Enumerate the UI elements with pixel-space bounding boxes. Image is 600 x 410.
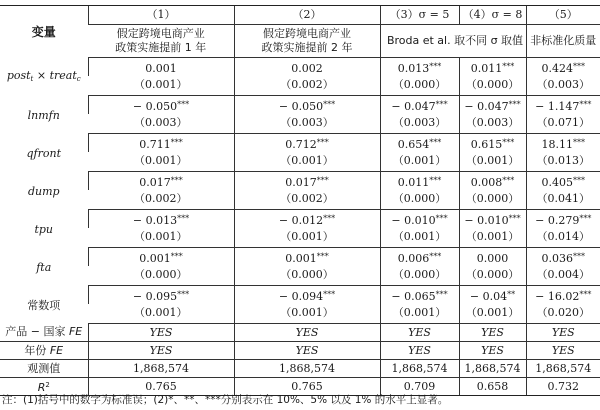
coef-value: 0.017 bbox=[139, 176, 171, 189]
significance-stars: *** bbox=[573, 62, 585, 71]
significance-stars: *** bbox=[508, 214, 521, 223]
significance-stars: *** bbox=[316, 252, 329, 261]
coef-row bbox=[0, 172, 600, 191]
se-cell: （0.000） bbox=[380, 266, 459, 286]
coef-value: − 0.013 bbox=[132, 214, 178, 227]
coef-cell bbox=[459, 210, 526, 229]
col-number: （4）σ = 8 bbox=[459, 6, 526, 25]
summary-label-text: 年份 bbox=[24, 343, 50, 357]
se-cell: （0.001） bbox=[234, 228, 380, 248]
coef-value: − 0.012 bbox=[278, 214, 324, 227]
variable-name bbox=[0, 58, 88, 96]
coef-cell bbox=[526, 172, 600, 191]
summary-label-italic: FE bbox=[49, 343, 64, 357]
se-row bbox=[0, 228, 600, 248]
summary-cell: YES bbox=[88, 342, 234, 360]
se-cell: （0.001） bbox=[380, 228, 459, 248]
coef-value: 0.001 bbox=[139, 252, 171, 265]
significance-stars: *** bbox=[429, 176, 442, 185]
coef-value: 18.11 bbox=[541, 138, 573, 151]
coef-value: 0.001 bbox=[285, 252, 317, 265]
col-title-line: 非标准化质量 bbox=[530, 34, 597, 47]
se-cell: （0.003） bbox=[234, 114, 380, 134]
significance-stars: *** bbox=[316, 138, 329, 147]
coef-value: − 0.047 bbox=[391, 100, 436, 113]
significance-stars: *** bbox=[435, 214, 448, 223]
coef-cell bbox=[380, 58, 459, 77]
coef-cell bbox=[88, 210, 234, 229]
coef-cell bbox=[380, 96, 459, 115]
significance-stars: *** bbox=[573, 252, 585, 261]
summary-row bbox=[0, 342, 600, 360]
se-cell: （0.001） bbox=[234, 152, 380, 172]
coef-value: − 1.147 bbox=[535, 100, 580, 113]
coef-value: − 0.095 bbox=[132, 290, 178, 303]
coef-cell bbox=[380, 172, 459, 191]
summary-cell: YES bbox=[380, 324, 459, 342]
coef-cell bbox=[234, 210, 380, 229]
se-cell: （0.071） bbox=[526, 114, 600, 134]
summary-cell: 0.765 bbox=[88, 378, 234, 396]
se-row bbox=[0, 152, 600, 172]
variable-name: dump bbox=[27, 184, 60, 198]
se-cell: （0.001） bbox=[88, 228, 234, 248]
significance-stars: *** bbox=[177, 100, 190, 109]
coef-value: − 0.047 bbox=[464, 100, 509, 113]
coef-cell bbox=[526, 248, 600, 267]
coef-value: − 0.094 bbox=[278, 290, 324, 303]
se-cell: （0.001） bbox=[88, 76, 234, 96]
significance-stars: *** bbox=[323, 100, 336, 109]
summary-label-sup: 2 bbox=[45, 381, 50, 389]
col-title-line: 政策实施提前 1 年 bbox=[115, 41, 207, 54]
coef-value: 0.654 bbox=[397, 138, 430, 151]
summary-cell: 0.765 bbox=[234, 378, 380, 396]
coef-cell bbox=[88, 172, 234, 191]
summary-label-text: 产品 − 国家 bbox=[5, 325, 69, 339]
variable-name: fta bbox=[36, 260, 52, 274]
header-row-numbers bbox=[0, 6, 600, 25]
se-cell: （0.002） bbox=[234, 190, 380, 210]
coef-cell bbox=[88, 286, 234, 305]
se-cell: （0.002） bbox=[234, 76, 380, 96]
coef-value: 0.712 bbox=[285, 138, 317, 151]
var-name-part: post bbox=[6, 69, 31, 82]
coef-row bbox=[0, 210, 600, 229]
coef-cell bbox=[380, 134, 459, 153]
coef-value: − 0.050 bbox=[132, 100, 178, 113]
significance-stars: ** bbox=[507, 290, 516, 299]
se-cell: （0.001） bbox=[380, 152, 459, 172]
summary-cell: 0.658 bbox=[459, 378, 526, 396]
summary-label-text: R bbox=[37, 381, 46, 394]
coef-value: − 0.010 bbox=[464, 214, 509, 227]
summary-cell: YES bbox=[234, 342, 380, 360]
regression-table bbox=[0, 5, 600, 396]
coef-value: − 16.02 bbox=[535, 290, 580, 303]
se-cell: （0.000） bbox=[380, 190, 459, 210]
se-row bbox=[0, 76, 600, 96]
significance-stars: *** bbox=[579, 290, 592, 299]
header-row-titles bbox=[0, 25, 600, 58]
summary-row bbox=[0, 360, 600, 378]
coef-cell bbox=[459, 96, 526, 115]
coef-value: − 0.065 bbox=[391, 290, 436, 303]
coef-value: 0.424 bbox=[541, 62, 573, 75]
summary-cell: 1,868,574 bbox=[526, 360, 600, 378]
coef-value: − 0.279 bbox=[535, 214, 580, 227]
coef-value: 0.006 bbox=[397, 252, 430, 265]
coef-value: − 0.010 bbox=[391, 214, 436, 227]
col-title-line: 假定跨境电商产业 bbox=[116, 27, 205, 40]
se-cell: （0.000） bbox=[88, 266, 234, 286]
coef-row bbox=[0, 96, 600, 115]
coef-row bbox=[0, 134, 600, 153]
summary-cell: 1,868,574 bbox=[459, 360, 526, 378]
significance-stars: *** bbox=[170, 252, 183, 261]
coef-cell bbox=[380, 248, 459, 267]
significance-stars: *** bbox=[435, 290, 448, 299]
se-cell: （0.041） bbox=[526, 190, 600, 210]
coef-cell bbox=[459, 286, 526, 305]
coef-cell bbox=[88, 58, 234, 77]
col-title-line: Broda et al. 取不同 σ 取值 bbox=[386, 34, 524, 47]
coef-cell bbox=[234, 96, 380, 115]
summary-cell: 0.732 bbox=[526, 378, 600, 396]
coef-cell bbox=[459, 172, 526, 191]
summary-cell: YES bbox=[380, 342, 459, 360]
coef-value: 0.615 bbox=[470, 138, 503, 151]
col-number: （1） bbox=[88, 6, 234, 25]
coef-cell bbox=[526, 96, 600, 115]
coef-cell bbox=[88, 134, 234, 153]
coef-value: − 0.04 bbox=[469, 290, 508, 303]
se-cell: （0.000） bbox=[459, 266, 526, 286]
var-name-part: × treat bbox=[33, 69, 77, 82]
corner-label: 变量 bbox=[0, 6, 88, 58]
col-title-broda bbox=[380, 25, 526, 58]
summary-row bbox=[0, 324, 600, 342]
summary-label bbox=[0, 360, 88, 378]
se-cell: （0.003） bbox=[459, 114, 526, 134]
variable-name: qfront bbox=[26, 146, 61, 160]
coef-cell bbox=[459, 134, 526, 153]
summary-label-italic: FE bbox=[68, 325, 83, 339]
significance-stars: *** bbox=[429, 138, 442, 147]
significance-stars: *** bbox=[579, 100, 592, 109]
coef-row bbox=[0, 286, 600, 305]
coef-cell bbox=[526, 286, 600, 305]
col-title-line: 假定跨境电商产业 bbox=[263, 27, 351, 40]
coef-cell bbox=[459, 58, 526, 77]
coef-value: 0.711 bbox=[139, 138, 171, 151]
variable-name: 常数项 bbox=[27, 298, 61, 312]
significance-stars: *** bbox=[177, 214, 190, 223]
significance-stars: *** bbox=[429, 62, 442, 71]
se-row bbox=[0, 190, 600, 210]
summary-label bbox=[0, 324, 88, 342]
var-name-sub: c bbox=[76, 75, 81, 83]
coef-value: 0.000 bbox=[476, 252, 509, 265]
se-cell: （0.000） bbox=[234, 266, 380, 286]
se-cell: （0.001） bbox=[88, 152, 234, 172]
se-cell: （0.001） bbox=[459, 152, 526, 172]
significance-stars: *** bbox=[323, 290, 336, 299]
significance-stars: *** bbox=[508, 100, 521, 109]
significance-stars: *** bbox=[435, 100, 448, 109]
coef-cell bbox=[234, 286, 380, 305]
significance-stars: *** bbox=[579, 214, 592, 223]
significance-stars: *** bbox=[502, 62, 515, 71]
significance-stars: *** bbox=[573, 176, 585, 185]
coef-cell bbox=[234, 172, 380, 191]
se-cell: （0.001） bbox=[234, 304, 380, 324]
summary-cell: 0.709 bbox=[380, 378, 459, 396]
var-name-sub: t bbox=[30, 75, 34, 83]
se-cell: （0.013） bbox=[526, 152, 600, 172]
se-cell: （0.001） bbox=[380, 304, 459, 324]
summary-label bbox=[0, 342, 88, 360]
coef-value: − 0.050 bbox=[278, 100, 324, 113]
significance-stars: *** bbox=[170, 138, 183, 147]
significance-stars: *** bbox=[316, 176, 329, 185]
coef-cell bbox=[88, 96, 234, 115]
summary-label-text: 观测值 bbox=[27, 361, 61, 375]
coef-value: 0.405 bbox=[541, 176, 573, 189]
se-cell: （0.000） bbox=[380, 76, 459, 96]
se-cell: （0.000） bbox=[459, 76, 526, 96]
coef-cell bbox=[234, 248, 380, 267]
se-row bbox=[0, 304, 600, 324]
se-cell: （0.003） bbox=[380, 114, 459, 134]
summary-cell: 1,868,574 bbox=[88, 360, 234, 378]
coef-cell bbox=[459, 248, 526, 267]
significance-stars: *** bbox=[177, 290, 190, 299]
summary-cell: 1,868,574 bbox=[380, 360, 459, 378]
se-row bbox=[0, 114, 600, 134]
coef-cell bbox=[88, 248, 234, 267]
se-cell: （0.002） bbox=[88, 190, 234, 210]
significance-stars: *** bbox=[502, 138, 515, 147]
se-cell: （0.001） bbox=[459, 304, 526, 324]
coef-cell bbox=[380, 210, 459, 229]
coef-cell bbox=[234, 58, 380, 77]
coef-row bbox=[0, 58, 600, 77]
se-cell: （0.001） bbox=[459, 228, 526, 248]
se-cell: （0.000） bbox=[459, 190, 526, 210]
col-title bbox=[526, 25, 600, 58]
summary-cell: 1,868,574 bbox=[234, 360, 380, 378]
se-cell: （0.001） bbox=[88, 304, 234, 324]
coef-value: 0.001 bbox=[145, 62, 177, 75]
variable-name: tpu bbox=[34, 222, 54, 236]
se-cell: （0.004） bbox=[526, 266, 600, 286]
se-cell: （0.014） bbox=[526, 228, 600, 248]
coef-value: 0.002 bbox=[291, 62, 323, 75]
summary-cell: YES bbox=[526, 342, 600, 360]
col-title-line: 政策实施提前 2 年 bbox=[261, 41, 353, 54]
significance-stars: *** bbox=[573, 138, 585, 147]
col-title bbox=[88, 25, 234, 58]
significance-stars: *** bbox=[502, 176, 515, 185]
significance-stars: *** bbox=[429, 252, 442, 261]
coef-cell bbox=[526, 210, 600, 229]
coef-value: 0.036 bbox=[541, 252, 573, 265]
variable-name: lnmfn bbox=[27, 108, 60, 122]
coef-value: 0.011 bbox=[470, 62, 503, 75]
se-cell: （0.020） bbox=[526, 304, 600, 324]
se-row bbox=[0, 266, 600, 286]
col-title bbox=[234, 25, 380, 58]
summary-cell: YES bbox=[88, 324, 234, 342]
significance-stars: *** bbox=[323, 214, 336, 223]
coef-value: 0.017 bbox=[285, 176, 317, 189]
table-note: 注：(1)括号中的数字为标准误；(2)*、**、***分别表示在 10%、5% 以及 1% 的水平上显著。 bbox=[2, 394, 449, 406]
col-number: （2） bbox=[234, 6, 380, 25]
coef-cell bbox=[234, 134, 380, 153]
col-number: （3）σ = 5 bbox=[380, 6, 459, 25]
coef-row bbox=[0, 248, 600, 267]
summary-cell: YES bbox=[526, 324, 600, 342]
summary-cell: YES bbox=[234, 324, 380, 342]
coef-cell bbox=[380, 286, 459, 305]
coef-cell bbox=[526, 134, 600, 153]
coef-value: 0.011 bbox=[397, 176, 430, 189]
se-cell: （0.003） bbox=[88, 114, 234, 134]
coef-cell bbox=[526, 58, 600, 77]
significance-stars: *** bbox=[170, 176, 183, 185]
coef-value: 0.013 bbox=[397, 62, 430, 75]
summary-cell: YES bbox=[459, 324, 526, 342]
se-cell: （0.003） bbox=[526, 76, 600, 96]
col-number: （5） bbox=[526, 6, 600, 25]
coef-value: 0.008 bbox=[470, 176, 503, 189]
summary-cell: YES bbox=[459, 342, 526, 360]
